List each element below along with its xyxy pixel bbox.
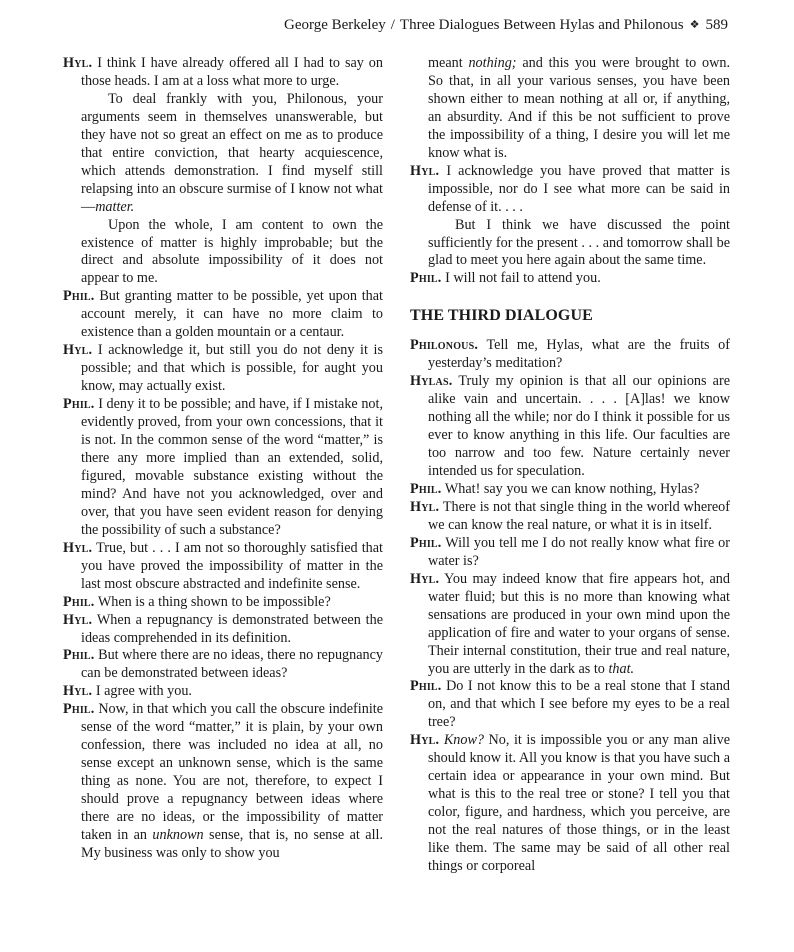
section-heading: THE THIRD DIALOGUE	[410, 307, 593, 325]
dialogue-entry	[63, 342, 383, 396]
dialogue-text: I agree with you.	[95, 683, 192, 700]
dialogue-entry	[410, 499, 730, 535]
header-author: George Berkeley	[283, 17, 386, 33]
dialogue-entry	[63, 701, 383, 863]
dialogue-continuation	[81, 91, 383, 217]
dialogue-entry	[410, 535, 730, 571]
dialogue-entry	[410, 270, 730, 288]
continuation-emphasis: matter.	[95, 198, 135, 215]
speaker-label: Hyl.	[410, 162, 440, 179]
speaker-label: Hyl.	[410, 732, 440, 749]
speaker-label: Phil.	[410, 678, 442, 695]
dialogue-entry	[410, 678, 730, 732]
dialogue-text: I acknowledge it, but still you do not deny it is possible; and that which is possible, for aught you know, may actually exist.	[81, 342, 383, 395]
dialogue-entry	[63, 594, 383, 612]
speaker-label: Phil.	[63, 701, 95, 718]
dialogue-text: When is a thing shown to be impossible?	[97, 593, 331, 610]
speaker-label: Phil.	[410, 270, 442, 287]
dialogue-text: Tell me, Hylas, what are the fruits of yesterday’s meditation?	[428, 337, 730, 372]
speaker-label: Phil.	[63, 288, 95, 305]
dialogue-entry	[63, 396, 383, 540]
left-column	[63, 55, 383, 863]
dialogue-entry	[63, 540, 383, 594]
speaker-label: Phil.	[63, 647, 95, 664]
dialogue-text: What! say you we can know nothing, Hylas?	[444, 480, 700, 497]
dialogue-text: There is not that single thing in the world whereof we can know the real nature, or what it is in itself.	[428, 498, 730, 533]
dialogue-text: sense, that is, no sense at all. My business was only to show you	[81, 826, 383, 861]
speaker-label: Hyl.	[63, 55, 93, 71]
dialogue-entry	[63, 647, 383, 683]
diamond-ornament-icon: ❖	[689, 19, 700, 31]
header-separator: /	[390, 17, 395, 33]
speaker-label: Phil.	[63, 593, 95, 610]
dialogue-emphasis: Know?	[443, 732, 485, 749]
dialogue-continuation-block	[410, 55, 730, 163]
dialogue-emphasis: nothing;	[468, 55, 517, 71]
speaker-label: Phil.	[63, 396, 95, 413]
dialogue-text: and this you were brought to own. So that, in all your various senses, you have been shown either to mean nothing at all or, if anything, an absurdity. And if this be not sufficient to prove the impossibility of a thing, I desire you will let me know what is.	[428, 55, 730, 161]
dialogue-emphasis: that.	[608, 660, 635, 677]
continuation-text: To deal frankly with you, Philonous, your arguments seem in themselves unanswerable, but they have not so great an effect on me as to produce that entire conviction, that hearty acquiescence, which attends demonstration. I find myself still relapsing into an obscure surmise of I know not what—	[81, 90, 383, 215]
dialogue-entry	[63, 55, 383, 288]
dialogue-text: I deny it to be possible; and have, if I mistake not, evidently proved, from your own concessions, that it is not. In the common sense of the word “matter,” is there any more implied than an extended, solid, figured, movable substance existing without the mind? And have not you acknowledged, over and over, that you have seen evident reason for denying the possibility of such a substance?	[81, 396, 384, 538]
speaker-label: Hyl.	[410, 570, 440, 587]
speaker-label: Hyl.	[63, 683, 93, 700]
dialogue-text: But where there are no ideas, there no repugnancy can be demonstrated between ideas?	[81, 647, 384, 682]
dialogue-entry	[410, 373, 730, 481]
dialogue-emphasis: unknown	[152, 826, 204, 843]
dialogue-text: No, it is impossible you or any man alive should know it. All you know is that you have such a certain idea or appearance in your own mind. But what is this to the real tree or stone? I tell you that color, figure, and hardness, which you perceive, are not the real natures of those things, or in the least like them. The same may be said of all other real things or corporeal	[428, 732, 731, 874]
right-column	[410, 55, 730, 876]
dialogue-text: But granting matter to be possible, yet upon that account merely, it can have no more claim to existence than a golden mountain or a centaur.	[81, 288, 383, 341]
dialogue-text: Will you tell me I do not really know what fire or water is?	[428, 534, 730, 569]
dialogue-entry	[63, 288, 383, 342]
speaker-label: Hyl.	[410, 498, 440, 515]
header-title: Three Dialogues Between Hylas and Philonous	[399, 17, 684, 33]
dialogue-entry	[410, 732, 730, 876]
dialogue-text: True, but . . . I am not so thoroughly satisfied that you have proved the impossibility of matter in the last most obscure abstracted and indefinite sense.	[81, 539, 383, 592]
page-number: 589	[705, 17, 728, 33]
dialogue-continuation: Upon the whole, I am content to own the existence of matter is highly improbable; but the direct and absolute impossibility of it does not appear to me.	[81, 216, 383, 287]
dialogue-entry	[410, 337, 730, 373]
speaker-label: Philonous.	[410, 337, 479, 354]
speaker-label: Hyl.	[63, 342, 93, 359]
dialogue-entry	[410, 571, 730, 679]
running-header	[284, 17, 728, 34]
dialogue-text: Now, in that which you call the obscure indefinite sense of the word “matter,” it is plain, by your own confession, there was included no idea at all, no sense except an unknown sense, which is the same thing as none. You are not, therefore, to expect I should prove a repugnancy between ideas where there are no ideas, or the impossibility of matter taken in an	[81, 701, 384, 843]
dialogue-text: Do I not know this to be a real stone that I stand on, and that which I see before my eyes to be a real tree?	[428, 678, 731, 731]
speaker-label: Phil.	[410, 480, 442, 497]
dialogue-entry	[63, 683, 383, 701]
speaker-label: Hylas.	[410, 373, 453, 390]
dialogue-text: Truly my opinion is that all our opinions are alike vain and uncertain. . . . [A]las! we know nothing all the while; nor do I think it possible for us ever to know anything in this life. Our faculties are too narrow and too few. Nature certainly never intended us for speculation.	[428, 373, 730, 480]
dialogue-text: I acknowledge you have proved that matter is impossible, nor do I see what more can be said in defense of it. . . .	[428, 162, 730, 215]
speaker-label: Hyl.	[63, 611, 93, 628]
dialogue-continuation: But I think we have discussed the point sufficiently for the present . . . and tomorrow shall be glad to meet you here again about the same time.	[428, 216, 730, 269]
dialogue-text: I think I have already offered all I had to say on those heads. I am at a loss what more to urge.	[81, 55, 383, 89]
dialogue-text: When a repugnancy is demonstrated between the ideas comprehended in its definition.	[81, 611, 383, 646]
dialogue-text: I will not fail to attend you.	[445, 270, 601, 287]
speaker-label: Phil.	[410, 534, 442, 551]
dialogue-text: You may indeed know that fire appears hot, and water fluid; but this is no more than knowing what sensations are produced in your own mind upon the application of fire and water to your organs of sense. Their internal constitution, their true and real nature, you are utterly in the dark as to	[428, 570, 730, 677]
dialogue-entry	[410, 481, 730, 499]
dialogue-entry	[410, 163, 730, 271]
dialogue-entry	[63, 612, 383, 648]
speaker-label: Hyl.	[63, 539, 93, 556]
dialogue-text: meant	[428, 55, 469, 71]
